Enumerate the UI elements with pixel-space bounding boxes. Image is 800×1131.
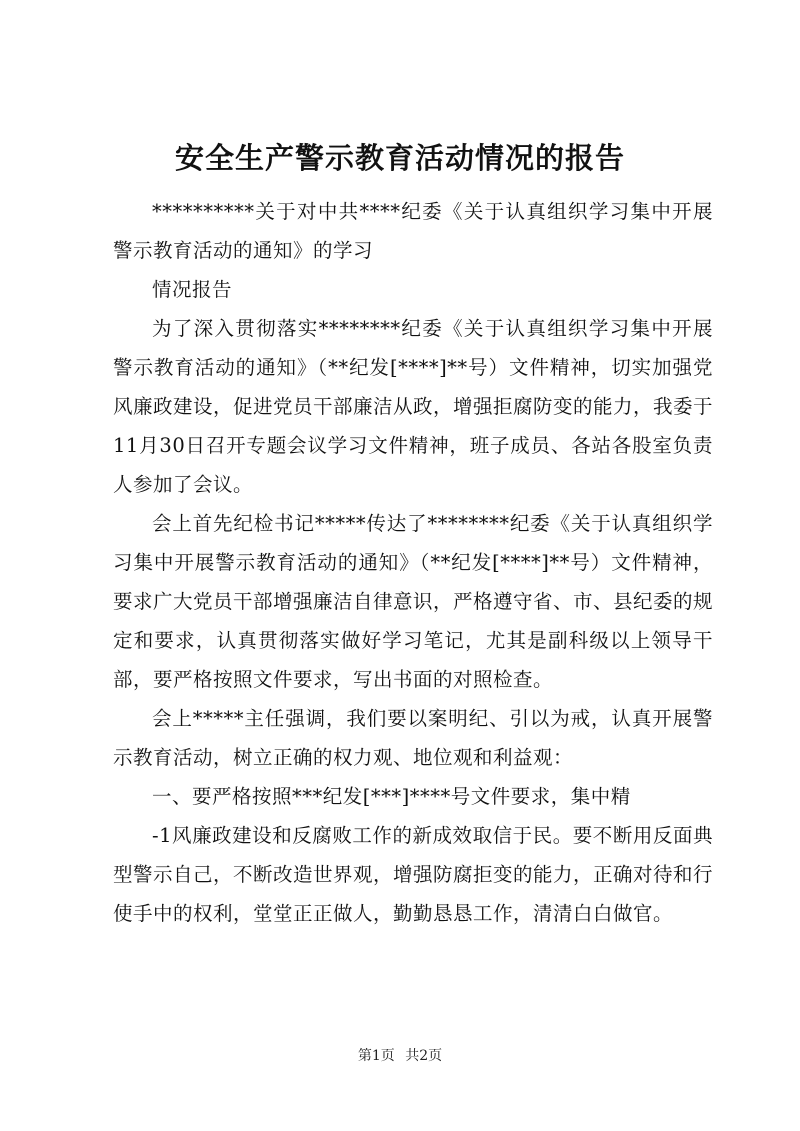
page-footer [0,1046,800,1066]
paragraph-continuation: -1风廉政建设和反腐败工作的新成效取信于民。要不断用反面典型警示自己，不断改造世界观，增强防腐拒变的能力，正确对待和行使手中的权利，堂堂正正做人，勤勤恳恳工作，清清白白做官。 [113,824,714,925]
paragraph-report-label: 情况报告 [152,278,233,301]
paragraph-meeting-summary: 为了深入贯彻落实********纪委《关于认真组织学习集中开展警示教育活动的通知》（**纪发[****]**号）文件精神，切实加强党风廉政建设，促进党员干部廉洁从政，增强拒腐防变的能力，我委于11月30日召开专题会议学习文件精神，班子成员、各站各股室负责人参加了会议。 [113,317,714,496]
page-total: 共2页 [405,1048,443,1064]
paragraph-secretary-remarks: 会上首先纪检书记*****传达了********纪委《关于认真组织学习集中开展警示教育活动的通知》（**纪发[****]**号）文件精神，要求广大党员干部增强廉洁自律意识，严格遵守省、市、县纪委的规定和要求，认真贯彻落实做好学习笔记，尤其是副科级以上领导干部，要严格按照文件要求，写出书面的对照检查。 [113,512,714,691]
document-title: 安全生产警示教育活动情况的报告 [174,141,625,175]
paragraph-point-one: 一、要严格按照***纪发[***]****号文件要求，集中精 [152,785,631,808]
paragraph-intro-line: **********关于对中共****纪委《关于认真组织学习集中开展警示教育活动的通知》的学习 [113,200,713,262]
document-body [113,192,713,933]
page-number: 第1页 [357,1048,395,1064]
paragraph-director-remarks: 会上*****主任强调，我们要以案明纪、引以为戒，认真开展警示教育活动，树立正确的权力观、地位观和利益观： [113,707,713,769]
